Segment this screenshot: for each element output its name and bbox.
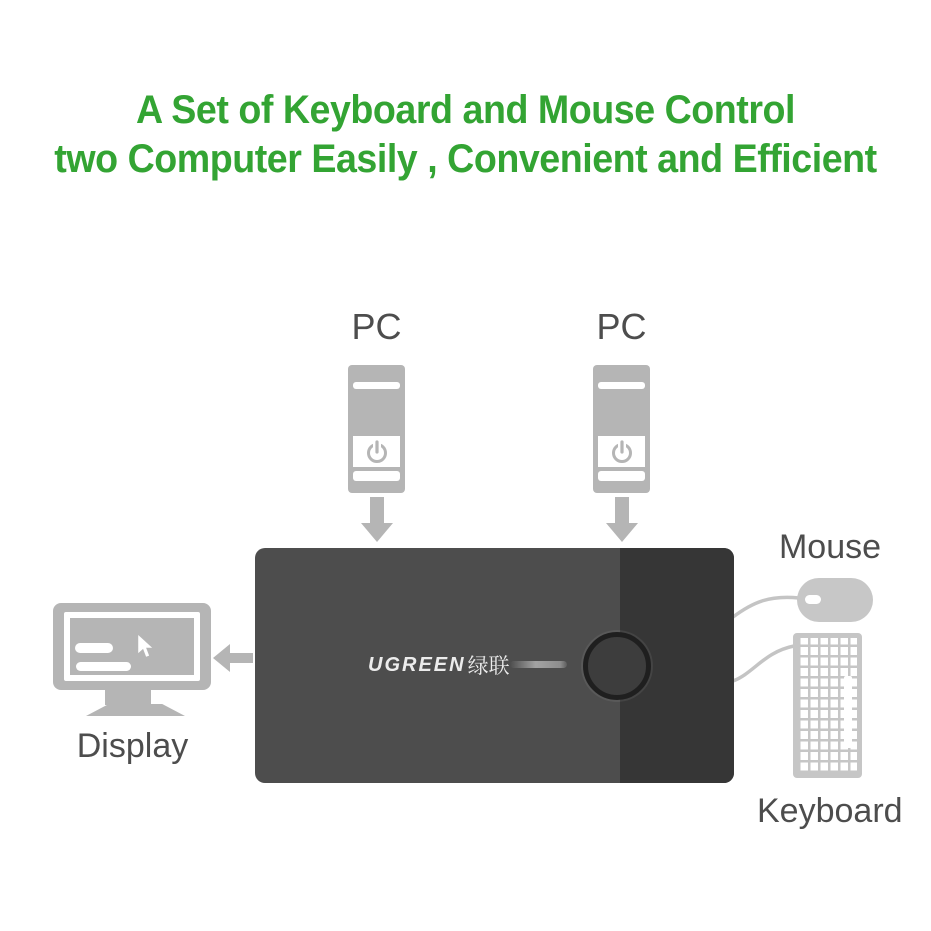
heading-line-1: A Set of Keyboard and Mouse Control [136,88,795,132]
mouse-icon [797,578,873,622]
pc2-tower-icon [593,365,650,493]
arrow-shaft [230,653,253,663]
pc1-arrow-down-icon [361,497,393,542]
keyboard-spacebar-key [844,676,852,748]
mouse-label: Mouse [778,528,882,566]
keyboard-icon [793,633,862,778]
monitor-base [86,704,185,716]
heading-line-2: two Computer Easily , Convenient and Efficient [54,137,877,181]
monitor-screen [64,612,200,681]
power-icon [362,438,392,466]
pc-drive-slot [598,382,645,389]
power-icon [607,438,637,466]
display-arrow-left-icon [213,644,253,672]
arrow-shaft [370,497,384,523]
brand-cjk: 绿联 [467,655,510,678]
arrow-head [606,523,638,542]
heading [28,86,903,184]
screen-text-line [76,662,131,671]
display-label: Display [76,727,189,765]
pc-drive-slot [353,471,400,481]
pc-drive-slot [598,471,645,481]
kvm-switch-button [583,632,651,700]
pc1-label: PC [351,306,402,347]
pc-power-panel [353,436,400,467]
arrow-head [361,523,393,542]
cursor-icon [138,635,153,658]
pc-power-panel [598,436,645,467]
pc1-tower-icon [348,365,405,493]
arrow-head [213,644,230,672]
keyboard-cable-icon [733,646,794,681]
led-indicator [510,661,567,668]
display-monitor-icon [53,603,211,690]
ugreen-logo [368,650,510,680]
mouse-wheel [805,595,821,604]
arrow-shaft [615,497,629,523]
screen-text-line [75,643,113,653]
pc2-arrow-down-icon [606,497,638,542]
monitor-neck [105,690,151,705]
pc2-label: PC [596,306,647,347]
kvm-switch-icon [255,548,734,783]
keyboard-label: Keyboard [757,792,903,830]
brand-latin: UGREEN [368,653,466,676]
mouse-cable-icon [733,597,799,617]
pc-drive-slot [353,382,400,389]
